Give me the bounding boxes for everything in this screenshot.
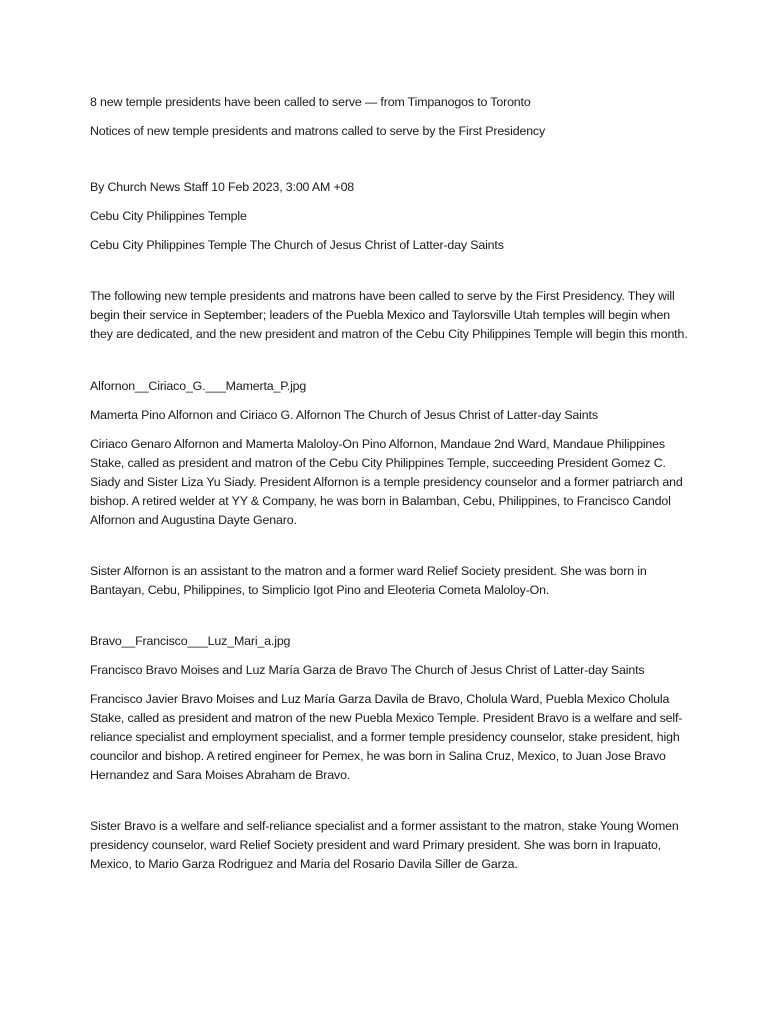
headline: 8 new temple presidents have been called to serve — from Timpanogos to Toronto: [90, 95, 531, 109]
image-filename: Bravo__Francisco___Luz_Mari_a.jpg: [90, 634, 291, 648]
subhead: Notices of new temple presidents and matrons called to serve by the First Presidency: [90, 124, 546, 138]
sister-paragraph: Sister Bravo is a welfare and self-reliance specialist and a former assistant to the matron, stake Young Women presidency counselor, ward Relief Society president and ward Primary president. She was born in Irapuato, Mexico, to Mario Garza Rodriguez and Maria del Rosario Davila Siller de Garza.: [90, 819, 679, 871]
image-filename: Alfornon__Ciriaco_G.___Mamerta_P.jpg: [90, 379, 307, 393]
president-paragraph: Francisco Javier Bravo Moises and Luz María Garza Davila de Bravo, Cholula Ward, Puebla Mexico Cholula Stake, called as president and matron of the new Puebla Mexico Temple. President Bravo is a welfare and self-reliance specialist and employment specialist, and a former temple presidency counselor, stake president, high councilor and bishop. A retired engineer for Pemex, he was born in Salina Cruz, Mexico, to Juan Jose Bravo Hernandez and Sara Moises Abraham de Bravo.: [90, 692, 683, 782]
sister-paragraph: Sister Alfornon is an assistant to the matron and a former ward Relief Society president. She was born in Bantayan, Cebu, Philippines, to Simplicio Igot Pino and Eleoteria Cometa Maloloy-On.: [90, 564, 647, 597]
byline: By Church News Staff 10 Feb 2023, 3:00 AM +08: [90, 180, 355, 194]
image-caption: Francisco Bravo Moises and Luz María Garza de Bravo The Church of Jesus Christ of Latter-day Saints: [90, 663, 645, 677]
image-title: Cebu City Philippines Temple: [90, 209, 247, 223]
image-caption: Mamerta Pino Alfornon and Ciriaco G. Alfornon The Church of Jesus Christ of Latter-day Saints: [90, 408, 598, 422]
image-caption: Cebu City Philippines Temple The Church of Jesus Christ of Latter-day Saints: [90, 238, 504, 252]
document-page: [90, 93, 690, 874]
intro-paragraph: The following new temple presidents and matrons have been called to serve by the First Presidency. They will begin their service in September; leaders of the Puebla Mexico and Taylorsville Utah temples will begin when they are dedicated, and the new president and matron of the Cebu City Philippines Temple will begin this month.: [90, 289, 688, 341]
president-paragraph: Ciriaco Genaro Alfornon and Mamerta Maloloy-On Pino Alfornon, Mandaue 2nd Ward, Mandaue Philippines Stake, called as president and matron of the Cebu City Philippines Temple, succeeding President Gomez C. Siady and Sister Liza Yu Siady. President Alfornon is a temple presidency counselor and a former patriarch and bishop. A retired welder at YY & Company, he was born in Balamban, Cebu, Philippines, to Francisco Candol Alfornon and Augustina Dayte Genaro.: [90, 437, 683, 527]
